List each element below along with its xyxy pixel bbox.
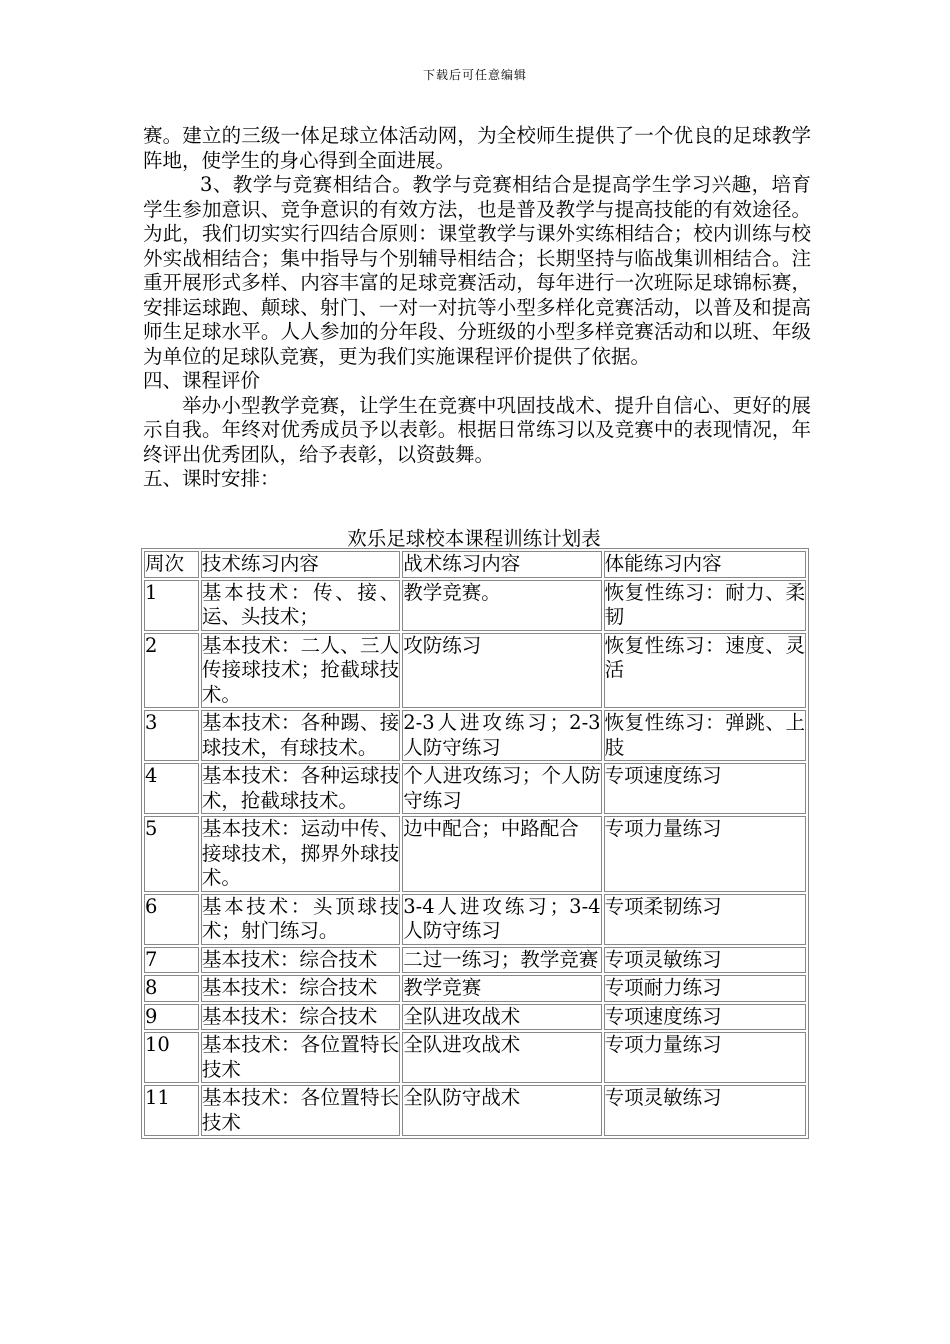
table-row: [144, 633, 806, 709]
cell-fitness: 专项速度练习: [604, 763, 806, 814]
cell-tactics: 2-3人进攻练习；2-3人防守练习: [402, 710, 601, 761]
table-header-row: [144, 551, 806, 578]
cell-tactics: 二过一练习；教学竞赛: [402, 947, 601, 974]
section-heading: 五、课时安排：: [143, 467, 280, 490]
cell-week: 9: [144, 1004, 199, 1031]
cell-technique: 基本技术：综合技术: [201, 1004, 400, 1031]
cell-fitness: 专项柔韧练习: [604, 894, 806, 945]
cell-tactics: 攻防练习: [402, 633, 601, 709]
paragraph: 赛。建立的三级一体足球立体活动网，为全校师生提供了一个优良的足球教学阵地，使学生的身心得到全面进展。: [143, 124, 811, 172]
cell-week: 11: [144, 1085, 199, 1136]
cell-tactics: 全队进攻战术: [402, 1032, 601, 1083]
cell-fitness: 恢复性练习：耐力、柔韧: [604, 580, 806, 631]
page-header: 下载后可任意编辑: [422, 68, 527, 82]
section-heading: 四、课程评价: [143, 369, 261, 392]
cell-tactics: 边中配合；中路配合: [402, 816, 601, 892]
cell-week: 7: [144, 947, 199, 974]
cell-technique: 基本技术：各种踢、接球技术，有球技术。: [201, 710, 400, 761]
cell-week: 4: [144, 763, 199, 814]
cell-tactics: 教学竞赛。: [402, 580, 601, 631]
cell-fitness: 专项力量练习: [604, 1032, 806, 1083]
cell-week: 10: [144, 1032, 199, 1083]
cell-tactics: 教学竞赛: [402, 975, 601, 1002]
table-row: [144, 710, 806, 761]
cell-week: 3: [144, 710, 199, 761]
training-plan-table: [141, 548, 809, 1139]
cell-week: 8: [144, 975, 199, 1002]
cell-technique: 基本技术：综合技术: [201, 975, 400, 1002]
cell-technique: 基本技术：二人、三人传接球技术；抢截球技术。: [201, 633, 400, 709]
table-row: [144, 894, 806, 945]
cell-fitness: 恢复性练习：速度、灵活: [604, 633, 806, 709]
cell-fitness: 专项耐力练习: [604, 975, 806, 1002]
table-row: [144, 1004, 806, 1031]
cell-technique: 基本技术：各位置特长技术: [201, 1085, 400, 1136]
header-technique: 技术练习内容: [201, 551, 400, 578]
cell-fitness: 恢复性练习：弹跳、上肢: [604, 710, 806, 761]
cell-fitness: 专项速度练习: [604, 1004, 806, 1031]
cell-technique: 基本技术：综合技术: [201, 947, 400, 974]
header-week: 周次: [144, 551, 199, 578]
table-row: [144, 1085, 806, 1136]
cell-technique: 基本技术：运动中传、接球技术，掷界外球技术。: [201, 816, 400, 892]
paragraph: 3、教学与竞赛相结合。教学与竞赛相结合是提高学生学习兴趣，培育学生参加意识、竞争意识的有效方法，也是普及教学与提高技能的有效途径。为此，我们切实实行四结合原则：课堂教学与课外实练相结合；校内训练与校外实战相结合；集中指导与个别辅导相结合；长期坚持与临战集训相结合。注重开展形式多样、内容丰富的足球竞赛活动，每年进行一次班际足球锦标赛，安排运球跑、颠球、射门、一对一对抗等小型多样化竞赛活动，以普及和提高师生足球水平。人人参加的分年段、分班级的小型多样竞赛活动和以班、年级为单位的足球队竞赛，更为我们实施课程评价提供了依据。: [143, 173, 811, 368]
table-row: [144, 816, 806, 892]
table-row: [144, 763, 806, 814]
cell-fitness: 专项灵敏练习: [604, 1085, 806, 1136]
table-row: [144, 975, 806, 1002]
paragraph: 举办小型教学竞赛，让学生在竞赛中巩固技战术、提升自信心、更好的展示自我。年终对优秀成员予以表彰。根据日常练习以及竞赛中的表现情况，年终评出优秀团队，给予表彰，以资鼓舞。: [143, 393, 811, 466]
cell-week: 5: [144, 816, 199, 892]
cell-tactics: 个人进攻练习；个人防守练习: [402, 763, 601, 814]
cell-fitness: 专项力量练习: [604, 816, 806, 892]
cell-tactics: 全队防守战术: [402, 1085, 601, 1136]
header-fitness: 体能练习内容: [604, 551, 806, 578]
cell-fitness: 专项灵敏练习: [604, 947, 806, 974]
header-tactics: 战术练习内容: [402, 551, 601, 578]
cell-week: 6: [144, 894, 199, 945]
cell-tactics: 3-4人进攻练习；3-4人防守练习: [402, 894, 601, 945]
cell-technique: 基本技术：传、接、运、头技术；: [201, 580, 400, 631]
table-row: [144, 1032, 806, 1083]
cell-technique: 基本技术：头顶球技术；射门练习。: [201, 894, 400, 945]
cell-technique: 基本技术：各位置特长技术: [201, 1032, 400, 1083]
table-row: [144, 580, 806, 631]
body-text: [143, 124, 811, 492]
cell-tactics: 全队进攻战术: [402, 1004, 601, 1031]
table-title: 欢乐足球校本课程训练计划表: [347, 527, 601, 550]
cell-week: 2: [144, 633, 199, 709]
cell-technique: 基本技术：各种运球技术，抢截球技术。: [201, 763, 400, 814]
table-row: [144, 947, 806, 974]
cell-week: 1: [144, 580, 199, 631]
